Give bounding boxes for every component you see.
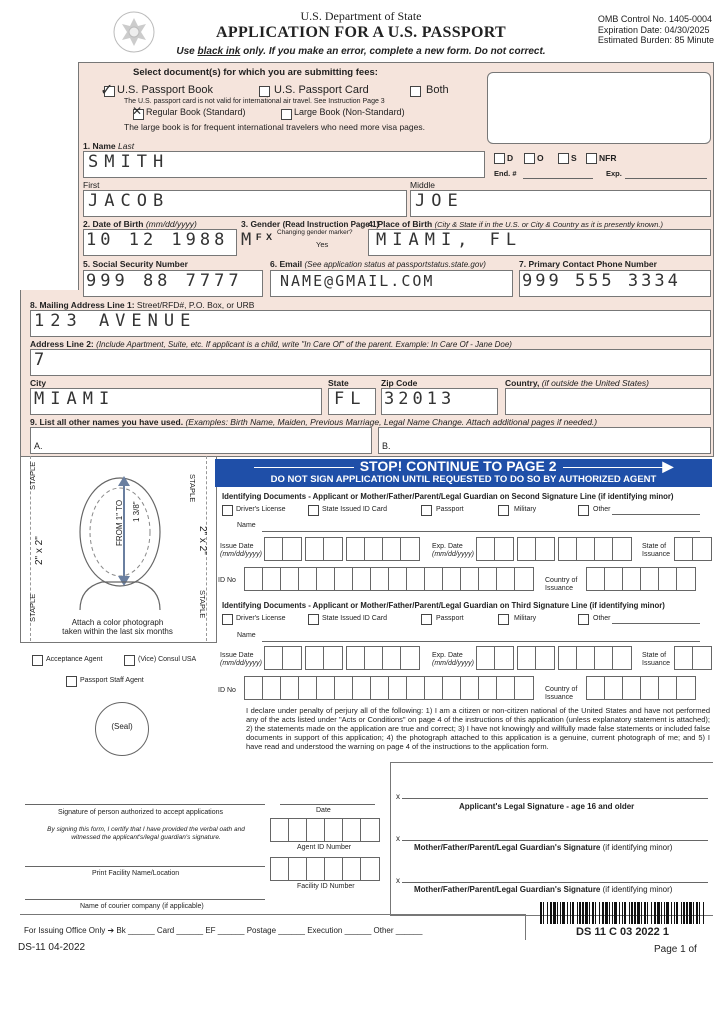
page-number: Page 1 of	[654, 944, 697, 955]
country-issuance-3-cell[interactable]	[604, 676, 624, 700]
passport-label-2: Passport	[436, 506, 464, 513]
agent-signature-label: Signature of person authorized to accept applications	[58, 809, 223, 816]
barcode-icon	[540, 902, 708, 926]
barcode-bar	[553, 902, 556, 924]
passport-book-label: U.S. Passport Book	[117, 84, 213, 96]
agent-id-cell[interactable]	[306, 818, 326, 842]
issue-date-3-cell[interactable]	[282, 646, 302, 670]
issue-date-2-cell[interactable]	[305, 537, 325, 561]
id-name-label-2: Name	[237, 522, 256, 529]
country-issuance-3-cell[interactable]	[586, 676, 606, 700]
sig-x-3: x	[396, 876, 400, 885]
id-no-2-cell[interactable]	[478, 567, 498, 591]
email-label: 6. Email (See application status at passportstatus.state.gov)	[270, 259, 486, 269]
parent2-signature-label[interactable]: Mother/Father/Parent/Legal Guardian's Signature (if identifying minor)	[414, 843, 673, 852]
barcode-bar	[634, 902, 636, 924]
barcode-bar	[595, 902, 596, 924]
barcode-bar	[641, 902, 642, 924]
other-name-b-label: B.	[382, 441, 391, 451]
issue-date-label-2: Issue Date (mm/dd/yyyy)	[220, 543, 262, 558]
exp-date-2-cell[interactable]	[535, 537, 555, 561]
office-end-label: End. #	[494, 169, 517, 178]
barcode-bar	[681, 902, 682, 924]
large-book-label: Large Book (Non-Standard)	[294, 107, 405, 117]
drivers-license-label-3: Driver's License	[236, 615, 286, 622]
place-label: 4. Place of Birth (City & State if in the U.S. or City & Country as it is presently known.)	[368, 219, 664, 229]
photo-size2-text: 1 3/8"	[132, 501, 141, 522]
facility-id-cell[interactable]	[270, 857, 290, 881]
barcode-bar	[683, 902, 685, 924]
state-label: State	[328, 378, 349, 388]
office-o-checkbox[interactable]	[524, 153, 535, 164]
other-label-3: Other	[593, 615, 611, 622]
acceptance-agent-label: Acceptance Agent	[46, 656, 103, 663]
photo-size-right: 2" x 2"	[197, 526, 208, 555]
country-issuance-label-3: Country of Issuance	[545, 686, 578, 701]
exp-date-3-cell[interactable]	[576, 646, 596, 670]
barcode-bar	[629, 902, 630, 924]
country-issuance-3-cell[interactable]	[658, 676, 678, 700]
address-line2-label: Address Line 2: (Include Apartment, Suite, etc. If applicant is a child, write "In Care Of" of the parent. Example: In Care Of - Jane Doe)	[30, 339, 512, 349]
exp-date-2-cell[interactable]	[517, 537, 537, 561]
state-id-checkbox-3[interactable]	[308, 614, 319, 625]
form-id: DS-11 04-2022	[18, 942, 86, 953]
barcode-bar	[654, 902, 656, 924]
country-issuance-3-cell[interactable]	[676, 676, 696, 700]
passport-card-label: U.S. Passport Card	[274, 84, 369, 96]
dob-label: 2. Date of Birth (mm/dd/yyyy)	[83, 219, 197, 229]
id-no-label-3: ID No	[218, 687, 236, 694]
barcode-bar	[686, 902, 688, 924]
city-label: City	[30, 378, 47, 388]
exp-date-3-cell[interactable]	[494, 646, 514, 670]
gender-value: M	[241, 230, 252, 250]
barcode-bar	[599, 902, 600, 924]
ssn-value: 999 88 7777	[86, 271, 243, 291]
issue-date-2-cell[interactable]	[264, 537, 284, 561]
barcode-bar	[614, 902, 617, 924]
id-no-2-cell[interactable]	[316, 567, 336, 591]
barcode-bar	[619, 902, 620, 924]
id-no-3-cell[interactable]	[442, 676, 462, 700]
passport-card-checkbox[interactable]	[259, 86, 270, 97]
id-no-2-cell[interactable]	[280, 567, 300, 591]
id-no-3-cell[interactable]	[406, 676, 426, 700]
exp-date-2-cell[interactable]	[494, 537, 514, 561]
barcode-bar	[579, 902, 581, 924]
photo-caption: Attach a color photograph taken within the last six months	[62, 618, 173, 636]
barcode-bar	[592, 902, 594, 924]
barcode-bar	[651, 902, 652, 924]
agent-date-label: Date	[316, 807, 331, 814]
first-name-label: First	[83, 180, 100, 190]
id-no-2-cell[interactable]	[406, 567, 426, 591]
agent-id-cell[interactable]	[270, 818, 290, 842]
issue-date-3-cell[interactable]	[323, 646, 343, 670]
office-d-checkbox[interactable]	[494, 153, 505, 164]
country-issuance-3-cell[interactable]	[640, 676, 660, 700]
office-nfr-label: NFR	[599, 153, 617, 163]
barcode-bar	[550, 902, 552, 924]
issue-date-2-cell[interactable]	[323, 537, 343, 561]
declaration-text: I declare under penalty of perjury all of the following: 1) I am a citizen or non-citizen national of the United States and have not performed any of the acts listed under "Acts or Conditions" on page 4 of the instructions of this application (unless explanatory statement is attached); 2) the statements made on the application are true and correct; 3) I have not knowingly and willfully made false statements or included false documents in support of this application; 4) the photograph attached to this application is a genuine, current photograph of me; and 5) I have read and understood the warning on page 4 of the instructions to the application form.	[246, 706, 710, 751]
id-no-2-cell[interactable]	[244, 567, 264, 591]
issue-date-2-cell[interactable]	[400, 537, 420, 561]
parent3-signature-label[interactable]: Mother/Father/Parent/Legal Guardian's Signature (if identifying minor)	[414, 885, 673, 894]
state-value: FL	[334, 389, 367, 409]
barcode-bar	[696, 902, 698, 924]
issue-date-2-cell[interactable]	[282, 537, 302, 561]
exp-date-3-cell[interactable]	[594, 646, 614, 670]
state-issuance-2-cell[interactable]	[692, 537, 712, 561]
issue-date-3-cell[interactable]	[264, 646, 284, 670]
place-value: MIAMI, FL	[376, 230, 523, 250]
other-name-b-field[interactable]	[378, 427, 711, 454]
issue-date-2-cell[interactable]	[346, 537, 366, 561]
zip-value: 32013	[384, 389, 456, 409]
staple-top-left: STAPLE	[28, 461, 37, 490]
barcode-bar	[637, 902, 640, 924]
sig-x-1: x	[396, 792, 400, 801]
barcode-bar	[671, 902, 672, 924]
id-no-3-cell[interactable]	[478, 676, 498, 700]
other-name-a-label: A.	[34, 441, 43, 451]
drivers-license-checkbox-3[interactable]	[222, 614, 233, 625]
issue-date-label-3: Issue Date (mm/dd/yyyy)	[220, 652, 262, 667]
barcode-bar	[582, 902, 584, 924]
first-name-value: JACOB	[88, 191, 170, 211]
photo-size-left: 2" x 2"	[34, 536, 45, 565]
barcode-bar	[562, 902, 565, 924]
gender-label: 3. Gender (Read Instruction Page 1)	[241, 219, 380, 229]
passport-book-check-mark: ✓	[100, 82, 114, 99]
barcode-bar	[693, 902, 694, 924]
exp-date-3-cell[interactable]	[535, 646, 555, 670]
barcode-bar	[602, 902, 604, 924]
applicant-signature-label[interactable]: Applicant's Legal Signature - age 16 and older	[459, 802, 635, 811]
facility-id-cell[interactable]	[360, 857, 380, 881]
barcode-bar	[577, 902, 578, 924]
name-label: 1. Name Last	[83, 141, 135, 151]
barcode-bar	[585, 902, 588, 924]
staple-top-right: STAPLE	[188, 474, 197, 503]
id-no-2-cell[interactable]	[370, 567, 390, 591]
country-issuance-2-cell[interactable]	[658, 567, 678, 591]
department-name: U.S. Department of State	[300, 9, 422, 23]
id-no-2-cell[interactable]	[496, 567, 516, 591]
large-book-note: The large book is for frequent international travelers who need more visa pages.	[124, 122, 425, 132]
military-checkbox-2[interactable]	[498, 505, 509, 516]
barcode-bar	[572, 902, 574, 924]
omb-info: OMB Control No. 1405-0004 Expiration Date: 04/30/2025 Estimated Burden: 85 Minute	[597, 14, 714, 45]
id-no-2-cell[interactable]	[442, 567, 462, 591]
id-no-2-cell[interactable]	[298, 567, 318, 591]
passport-checkbox-2[interactable]	[421, 505, 432, 516]
exp-date-label-3: Exp. Date (mm/dd/yyyy)	[432, 652, 474, 667]
large-book-checkbox[interactable]	[281, 109, 292, 120]
id-no-3-cell[interactable]	[244, 676, 264, 700]
facility-id-cell[interactable]	[288, 857, 308, 881]
country-issuance-2-cell[interactable]	[640, 567, 660, 591]
agent-id-cell[interactable]	[342, 818, 362, 842]
other-checkbox-2[interactable]	[578, 505, 589, 516]
staple-bottom-right: STAPLE	[198, 590, 207, 619]
seal-label: (Seal)	[111, 722, 133, 731]
exp-date-2-cell[interactable]	[576, 537, 596, 561]
passport-label-3: Passport	[436, 615, 464, 622]
id-no-3-cell[interactable]	[298, 676, 318, 700]
regular-book-label: Regular Book (Standard)	[146, 107, 246, 117]
address-line1-value: 123 AVENUE	[34, 311, 197, 331]
middle-name-label: Middle	[410, 180, 436, 190]
barcode-bar	[666, 902, 669, 924]
middle-name-value: JOE	[415, 191, 464, 211]
id-no-3-cell[interactable]	[280, 676, 300, 700]
state-id-label-2: State Issued ID Card	[322, 506, 387, 513]
military-label-2: Military	[514, 506, 537, 513]
zip-label: Zip Code	[381, 378, 418, 388]
facility-id-cell[interactable]	[306, 857, 326, 881]
country-issuance-label-2: Country of Issuance	[545, 577, 578, 592]
office-s-checkbox[interactable]	[558, 153, 569, 164]
drivers-license-checkbox-2[interactable]	[222, 505, 233, 516]
agent-id-cell[interactable]	[288, 818, 308, 842]
address-line1-label: 8. Mailing Address Line 1: Street/RFD#, P.O. Box, or URB	[30, 300, 255, 310]
id-no-3-cell[interactable]	[424, 676, 444, 700]
country-label: Country, (if outside the United States)	[505, 378, 649, 388]
country-issuance-2-cell[interactable]	[586, 567, 606, 591]
courier-label: Name of courier company (if applicable)	[80, 903, 204, 910]
office-use-box	[487, 72, 711, 144]
facility-label: Print Facility Name/Location	[92, 870, 180, 877]
exp-date-3-cell[interactable]	[476, 646, 496, 670]
agent-id-cell[interactable]	[360, 818, 380, 842]
stop-subtitle: DO NOT SIGN APPLICATION UNTIL REQUESTED TO DO SO BY AUTHORIZED AGENT	[270, 474, 657, 485]
state-issuance-label-3: State of Issuance	[642, 652, 671, 667]
phone-value: 999 555 3334	[522, 271, 681, 291]
facility-id-cell[interactable]	[342, 857, 362, 881]
id-no-3-cell[interactable]	[334, 676, 354, 700]
gender-x-label: X	[266, 232, 273, 242]
exp-date-2-cell[interactable]	[476, 537, 496, 561]
barcode-bar	[647, 902, 648, 924]
id-no-3-cell[interactable]	[514, 676, 534, 700]
sig-x-2: x	[396, 834, 400, 843]
id-no-3-cell[interactable]	[352, 676, 372, 700]
military-checkbox-3[interactable]	[498, 614, 509, 625]
barcode-bar	[676, 902, 678, 924]
address-line2-value: 7	[34, 350, 51, 370]
military-label-3: Military	[514, 615, 537, 622]
barcode-bar	[570, 902, 571, 924]
state-id-checkbox-2[interactable]	[308, 505, 319, 516]
country-issuance-2-cell[interactable]	[676, 567, 696, 591]
staple-bottom-left: STAPLE	[28, 593, 37, 622]
other-checkbox-3[interactable]	[578, 614, 589, 625]
exp-date-2-cell[interactable]	[612, 537, 632, 561]
form-title: APPLICATION FOR A U.S. PASSPORT	[216, 24, 506, 41]
stop-banner	[215, 459, 712, 487]
dob-value: 10 12 1988	[86, 230, 229, 250]
card-note: The U.S. passport card is not valid for international air travel. See Instruction Page 3	[124, 98, 385, 105]
barcode-bar	[699, 902, 700, 924]
id-no-2-cell[interactable]	[424, 567, 444, 591]
office-exp-label: Exp.	[606, 169, 622, 178]
documents-heading: Select document(s) for which you are submitting fees:	[133, 67, 378, 78]
office-nfr-checkbox[interactable]	[586, 153, 597, 164]
consul-label: (Vice) Consul USA	[138, 656, 197, 663]
barcode-bar	[703, 902, 704, 924]
office-o-label: O	[537, 153, 544, 163]
id-name-label-3: Name	[237, 632, 256, 639]
id-no-3-cell[interactable]	[262, 676, 282, 700]
last-name-value: SMITH	[88, 152, 170, 172]
facility-id-label: Facility ID Number	[297, 883, 355, 890]
issue-date-3-cell[interactable]	[364, 646, 384, 670]
staff-agent-checkbox[interactable]	[66, 676, 77, 687]
office-s-label: S	[571, 153, 577, 163]
barcode-bar	[624, 902, 626, 924]
phone-label: 7. Primary Contact Phone Number	[519, 259, 657, 269]
state-issuance-label-2: State of Issuance	[642, 543, 671, 558]
barcode-bar	[609, 902, 610, 924]
passport-checkbox-3[interactable]	[421, 614, 432, 625]
email-value: NAME@GMAIL.COM	[280, 272, 435, 290]
state-issuance-3-cell[interactable]	[674, 646, 694, 670]
certify-text: By signing this form, I certify that I have provided the verbal oath and witnessed the applicant's/legal guardian's signature.	[47, 826, 245, 841]
barcode-bar	[674, 902, 675, 924]
barcode-bar	[605, 902, 608, 924]
state-issuance-2-cell[interactable]	[674, 537, 694, 561]
exp-date-2-cell[interactable]	[594, 537, 614, 561]
id-no-3-cell[interactable]	[370, 676, 390, 700]
barcode-text: DS 11 C 03 2022 1	[576, 926, 669, 938]
state-issuance-3-cell[interactable]	[692, 646, 712, 670]
exp-date-3-cell[interactable]	[517, 646, 537, 670]
acceptance-agent-checkbox[interactable]	[32, 655, 43, 666]
id-no-3-cell[interactable]	[388, 676, 408, 700]
id-no-2-cell[interactable]	[334, 567, 354, 591]
barcode-bar	[644, 902, 646, 924]
id-no-2-cell[interactable]	[388, 567, 408, 591]
barcode-bar	[612, 902, 613, 924]
barcode-bar	[661, 902, 662, 924]
agent-id-cell[interactable]	[324, 818, 344, 842]
id-no-label-2: ID No	[218, 577, 236, 584]
barcode-bar	[664, 902, 665, 924]
drivers-license-label-2: Driver's License	[236, 506, 286, 513]
regular-book-mark: ✕	[132, 104, 143, 118]
issue-date-2-cell[interactable]	[364, 537, 384, 561]
id-no-2-cell[interactable]	[460, 567, 480, 591]
agent-id-label: Agent ID Number	[297, 844, 352, 851]
barcode-bar	[557, 902, 558, 924]
issuing-office-row: For Issuing Office Only ➔ Bk ______ Card ______ EF ______ Postage ______ Execution ______ Other ______	[24, 926, 423, 935]
city-value: MIAMI	[34, 389, 116, 409]
barcode-bar	[589, 902, 590, 924]
exp-date-3-cell[interactable]	[558, 646, 578, 670]
id-no-2-cell[interactable]	[262, 567, 282, 591]
other-label-2: Other	[593, 506, 611, 513]
office-d-label: D	[507, 153, 514, 163]
id-no-3-cell[interactable]	[460, 676, 480, 700]
issue-date-3-cell[interactable]	[382, 646, 402, 670]
issue-date-3-cell[interactable]	[346, 646, 366, 670]
barcode-bar	[547, 902, 548, 924]
country-field[interactable]	[505, 388, 711, 415]
barcode-bar	[622, 902, 623, 924]
barcode-bar	[631, 902, 633, 924]
state-id-label-3: State Issued ID Card	[322, 615, 387, 622]
both-label: Both	[426, 84, 449, 96]
gender-f-label: F	[256, 232, 262, 242]
barcode-bar	[689, 902, 692, 924]
facility-id-cell[interactable]	[324, 857, 344, 881]
id-no-3-cell[interactable]	[316, 676, 336, 700]
barcode-bar	[540, 902, 542, 924]
id-no-3-cell[interactable]	[496, 676, 516, 700]
country-issuance-3-cell[interactable]	[622, 676, 642, 700]
gender-change-label: Changing gender marker?	[277, 229, 353, 236]
address-line2-field[interactable]	[30, 349, 711, 376]
barcode-bar	[543, 902, 544, 924]
ssn-label: 5. Social Security Number	[83, 259, 188, 269]
country-issuance-2-cell[interactable]	[604, 567, 624, 591]
both-checkbox[interactable]	[410, 86, 421, 97]
other-name-a-field[interactable]	[30, 427, 372, 454]
barcode-bar	[657, 902, 660, 924]
staff-agent-label: Passport Staff Agent	[80, 677, 144, 684]
exp-date-3-cell[interactable]	[612, 646, 632, 670]
photo-from-text: FROM 1" TO	[115, 499, 124, 546]
ink-instruction: Use black ink only. If you make an error, complete a new form. Do not correct.	[176, 46, 546, 57]
issue-date-3-cell[interactable]	[305, 646, 325, 670]
exp-date-2-cell[interactable]	[558, 537, 578, 561]
other-names-label: 9. List all other names you have used. (Examples: Birth Name, Maiden, Previous Marriage, Legal Name Change. Attach additional pages if needed.)	[30, 417, 598, 427]
id-docs-heading-3: Identifying Documents - Applicant or Mother/Father/Parent/Legal Guardian on Third Signature Line (if identifying minor)	[222, 601, 665, 610]
barcode-bar	[567, 902, 568, 924]
barcode-bar	[560, 902, 561, 924]
id-no-2-cell[interactable]	[514, 567, 534, 591]
issue-date-3-cell[interactable]	[400, 646, 420, 670]
country-issuance-2-cell[interactable]	[622, 567, 642, 591]
exp-date-label-2: Exp. Date (mm/dd/yyyy)	[432, 543, 474, 558]
gender-yes-label: Yes	[316, 240, 329, 249]
issue-date-2-cell[interactable]	[382, 537, 402, 561]
stop-title: STOP! CONTINUE TO PAGE 2 ▶	[215, 459, 712, 474]
id-docs-heading-2: Identifying Documents - Applicant or Mother/Father/Parent/Legal Guardian on Second Signature Line (if identifying minor)	[222, 492, 674, 501]
consul-checkbox[interactable]	[124, 655, 135, 666]
id-no-2-cell[interactable]	[352, 567, 372, 591]
